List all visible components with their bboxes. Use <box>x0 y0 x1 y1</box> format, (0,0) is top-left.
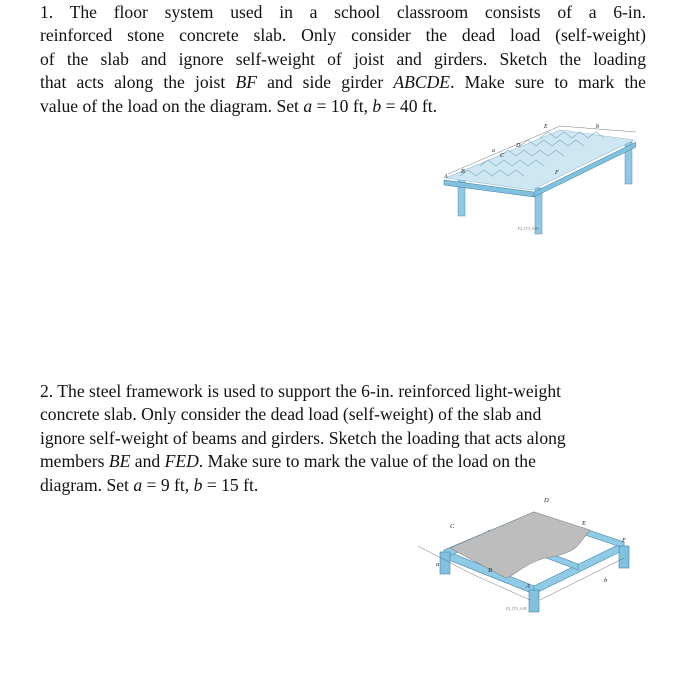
text-fragment: . Make sure to mark the value of the load on the <box>198 451 536 472</box>
label-b: B <box>488 567 492 574</box>
steel-framework-figure <box>410 490 640 620</box>
label-b: B <box>461 169 465 175</box>
problem-1-line <box>40 71 646 94</box>
text-fragment: . Make sure to mark the <box>450 72 646 93</box>
dimension-b: b <box>596 124 599 130</box>
girder-label-abcde: ABCDE <box>393 72 451 93</box>
text-fragment: that acts along the joist <box>40 72 236 93</box>
value-a: = 9 ft, <box>142 474 194 495</box>
problem-1-line: reinforced stone concrete slab. Only consider the dead load (self-weight) <box>40 25 646 46</box>
label-f: F <box>555 170 559 176</box>
floor-system-figure <box>440 118 636 238</box>
joist-label-bf: BF <box>235 72 257 93</box>
dimension-b: b <box>604 577 608 584</box>
label-c: C <box>450 523 455 530</box>
problem-2-line: concrete slab. Only consider the dead load (self-weight) of the slab and <box>40 404 542 425</box>
problem-1-line: of the slab and ignore self-weight of joist and girders. Sketch the loading <box>40 48 646 69</box>
variable-a: a <box>303 95 313 116</box>
variable-a: a <box>133 474 143 495</box>
label-e: E <box>544 124 548 130</box>
problem-2-text <box>40 380 650 497</box>
label-d: D <box>516 143 521 149</box>
problem-2-line: 2. The steel framework is used to support the 6-in. reinforced light-weight <box>40 381 561 401</box>
text-fragment: members <box>40 451 109 472</box>
label-e: E <box>582 520 586 527</box>
problem-1-text <box>40 1 646 118</box>
member-label-fed: FED <box>164 451 199 472</box>
problem-1-line: 1. The floor system used in a school classroom consists of a 6-in. <box>40 2 646 22</box>
text-fragment: diagram. Set <box>40 474 134 495</box>
label-a: A <box>444 174 448 180</box>
label-d: D <box>544 497 549 504</box>
column <box>619 546 629 568</box>
member-label-be: BE <box>108 451 131 472</box>
column <box>529 590 539 612</box>
column <box>440 552 450 574</box>
label-a: A <box>526 583 530 590</box>
text-fragment: and side girder <box>256 72 394 93</box>
figure-caption: F2_17/3_4-49 <box>506 607 527 611</box>
problem-1-line <box>40 95 646 118</box>
dimension-a: a <box>492 148 495 154</box>
variable-b: b <box>193 474 203 495</box>
figure-caption: F2_17/3_4-48 <box>518 227 539 231</box>
problem-2-line <box>40 450 650 473</box>
text-fragment: and <box>130 451 165 472</box>
label-c: C <box>500 153 505 159</box>
value-b: = 15 ft. <box>202 474 259 495</box>
dimension-a: a <box>436 561 440 568</box>
variable-b: b <box>372 95 382 116</box>
problem-2-line: ignore self-weight of beams and girders. Sketch the loading that acts along <box>40 427 566 448</box>
value-a: = 10 ft, <box>312 95 373 116</box>
value-b: = 40 ft. <box>381 95 438 116</box>
text-fragment: value of the load on the diagram. Set <box>40 95 304 116</box>
label-f: F <box>622 537 626 544</box>
